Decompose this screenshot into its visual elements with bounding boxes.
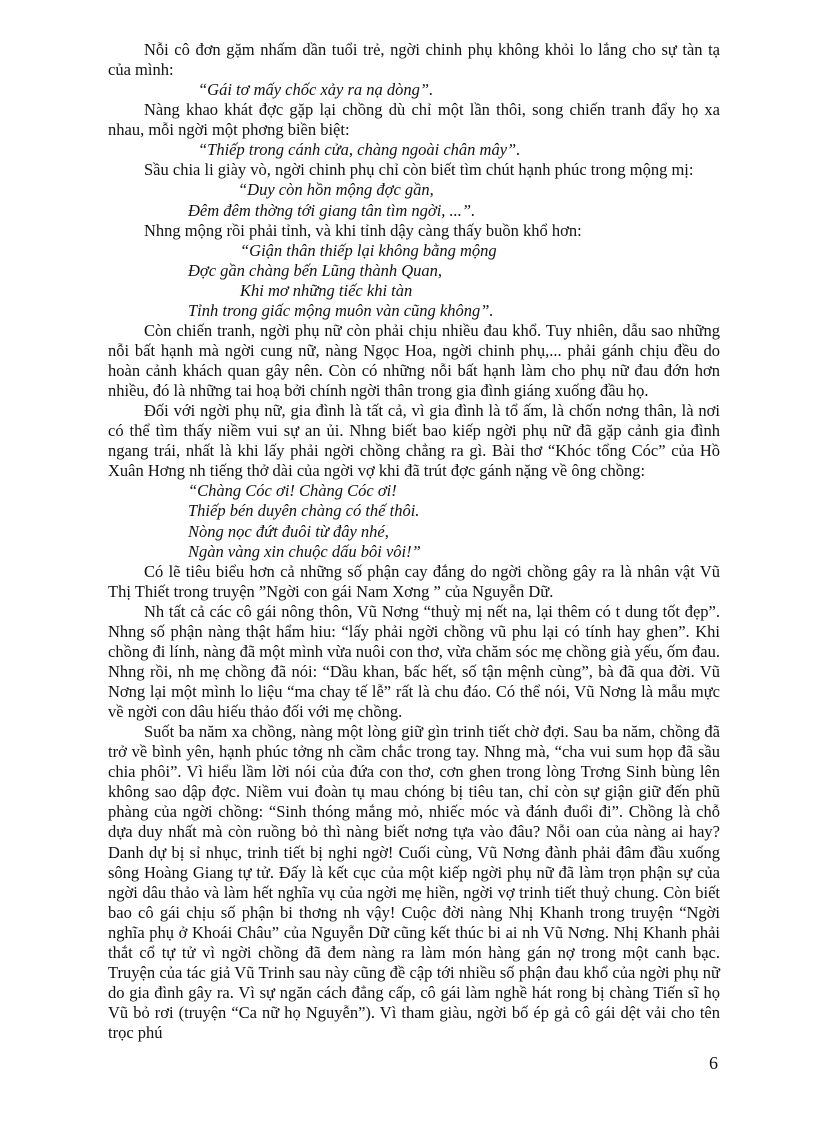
paragraph: Nàng khao khát đợc gặp lại chồng dù chỉ một lần thôi, song chiến tranh đẩy họ xa nhau, mỗi ngời một phơng biền biệt:: [108, 100, 720, 140]
paragraph: Sầu chia li giày vò, ngời chinh phụ chỉ còn biết tìm chút hạnh phúc trong mộng mị:: [144, 160, 694, 180]
paragraph: Suốt ba năm xa chồng, nàng một lòng giữ gìn trinh tiết chờ đợi. Sau ba năm, chồng đã trở về bình yên, hạnh phúc tởng nh cầm chắc trong tay. Nhng mà, “cha vui sum họp đã sầu chia phôi”. Vì hiểu lầm lời nói của đứa con thơ, cơn ghen trong lòng Trơng Sinh bùng lên không sao dập đợc. Niềm vui đoàn tụ mau chóng bị tiêu tan, chỉ còn sự giận giữ đến phũ phàng của ngời chồng: “Sinh thóng mắng mỏ, nhiếc móc và đánh đuổi đi”. Chồng là chỗ dựa duy nhất mà còn ruồng bỏ thì nàng biết nơng tựa vào đâu? Nỗi oan của nàng ai hay? Danh dự bị sỉ nhục, trinh tiết bị nghi ngờ! Cuối cùng, Vũ Nơng đành phải đâm đầu xuống sông Hoàng Giang tự tử. Đấy là kết cục của một kiếp ngời phụ nữ đã làm trọn phận sự của ngời dâu thảo và làm hết nghĩa vụ của ngời mẹ hiền, ngời vợ trinh tiết thuỷ chung. Còn biết bao cô gái chịu số phận bi thơng nh vậy! Cuộc đời nàng Nhị Khanh trong truyện “Ngời nghĩa phụ ở Khoái Châu” của Nguyễn Dữ cũng kết thúc bi ai nh Vũ Nơng. Nhị Khanh phải thắt cổ tự tử vì ngời chồng đã đem nàng ra làm món hàng gán nợ trong một canh bạc. Truyện của tác giả Vũ Trinh sau này cũng đề cập tới nhiều số phận đau khổ của ngời phụ nữ do gia đình gây ra. Vì sự ngăn cách đẳng cấp, cô gái làm nghề hát rong bị chàng Tiến sĩ họ Vũ bỏ rơi (truyện “Ca nữ họ Nguyễn”). Vì tham giàu, ngời bố ép gả cô gái dệt vải cho tên trọc phú: [108, 722, 720, 1043]
verse-line: Nòng nọc đứt đuôi từ đây nhé,: [188, 521, 389, 541]
verse-line: Đêm đêm thờng tới giang tân tìm ngời, ...”.: [188, 200, 476, 220]
verse-line: “Thiếp trong cánh cửa, chàng ngoài chân mây”.: [198, 140, 521, 160]
verse-line: Thiếp bén duyên chàng có thế thôi.: [188, 501, 420, 521]
page-number: 6: [709, 1053, 718, 1073]
paragraph: Nh tất cả các cô gái nông thôn, Vũ Nơng “thuỳ mị nết na, lại thêm có t dung tốt đẹp”. Nhng số phận nàng thật hẩm hiu: “lấy phải ngời chồng vũ phu lại có tính hay ghen”. Khi chồng đi lính, nàng đã một mình vừa nuôi con thơ, vừa chăm sóc mẹ chồng già yếu, ốm đau. Nhng rồi, nh mẹ chồng đã nói: “Dầu khan, bấc hết, số tận mệnh cùng”, bà đã qua đời. Vũ Nơng lại một mình lo liệu “ma chay tế lễ” rất là chu đáo. Có thể nói, Vũ Nơng là mẫu mực về ngời con dâu hiếu thảo đối với mẹ chồng.: [108, 601, 720, 722]
paragraph: Nỗi cô đơn gặm nhấm dần tuổi trẻ, ngời chinh phụ không khỏi lo lắng cho sự tàn tạ của mình:: [108, 40, 720, 80]
verse-line: Khi mơ những tiếc khi tàn: [240, 280, 413, 300]
verse-line: “Gái tơ mấy chốc xảy ra nạ dòng”.: [198, 80, 434, 100]
verse-line: “Giận thân thiếp lại không bằng mộng: [240, 240, 497, 260]
verse-line: Tỉnh trong giấc mộng muôn vàn cũng không”.: [188, 300, 494, 320]
paragraph: Đối với ngời phụ nữ, gia đình là tất cả, vì gia đình là tổ ấm, là chốn nơng thân, là nơi có thể tìm thấy niềm vui sự an ủi. Nhng biết bao kiếp ngời phụ nữ đã gặp cảnh gia đình ngang trái, nhất là khi lấy phải ngời chồng chẳng ra gì. Bài thơ “Khóc tổng Cóc” của Hồ Xuân Hơng nh tiếng thở dài của ngời vợ khi đã trút đợc gánh nặng về ông chồng:: [108, 401, 720, 481]
verse-line: Đợc gần chàng bến Lũng thành Quan,: [188, 260, 442, 280]
paragraph: Còn chiến tranh, ngời phụ nữ còn phải chịu nhiều đau khổ. Tuy nhiên, dẫu sao những nỗi bất hạnh mà ngời cung nữ, nàng Ngọc Hoa, ngời chinh phụ,... phải gánh chịu đều do hoàn cảnh khách quan gây nên. Còn có những nỗi bất hạnh làm cho phụ nữ đau đớn hơn nhiều, đó là những tai hoạ bởi chính ngời thân trong gia đình giáng xuống đầu họ.: [108, 320, 720, 401]
verse-line: “Chàng Cóc ơi! Chàng Cóc ơi!: [188, 481, 397, 501]
paragraph: Có lẽ tiêu biểu hơn cả những số phận cay đắng do ngời chồng gây ra là nhân vật Vũ Thị Thiết trong truyện ”Ngời con gái Nam Xơng ” của Nguyễn Dữ.: [108, 561, 720, 601]
paragraph: Nhng mộng rồi phải tỉnh, và khi tỉnh dậy càng thấy buồn khổ hơn:: [144, 220, 582, 240]
page-body: [108, 40, 720, 1043]
verse-line: Ngàn vàng xin chuộc dấu bôi vôi!”: [188, 541, 421, 561]
verse-line: “Duy còn hồn mộng đợc gần,: [238, 180, 434, 200]
